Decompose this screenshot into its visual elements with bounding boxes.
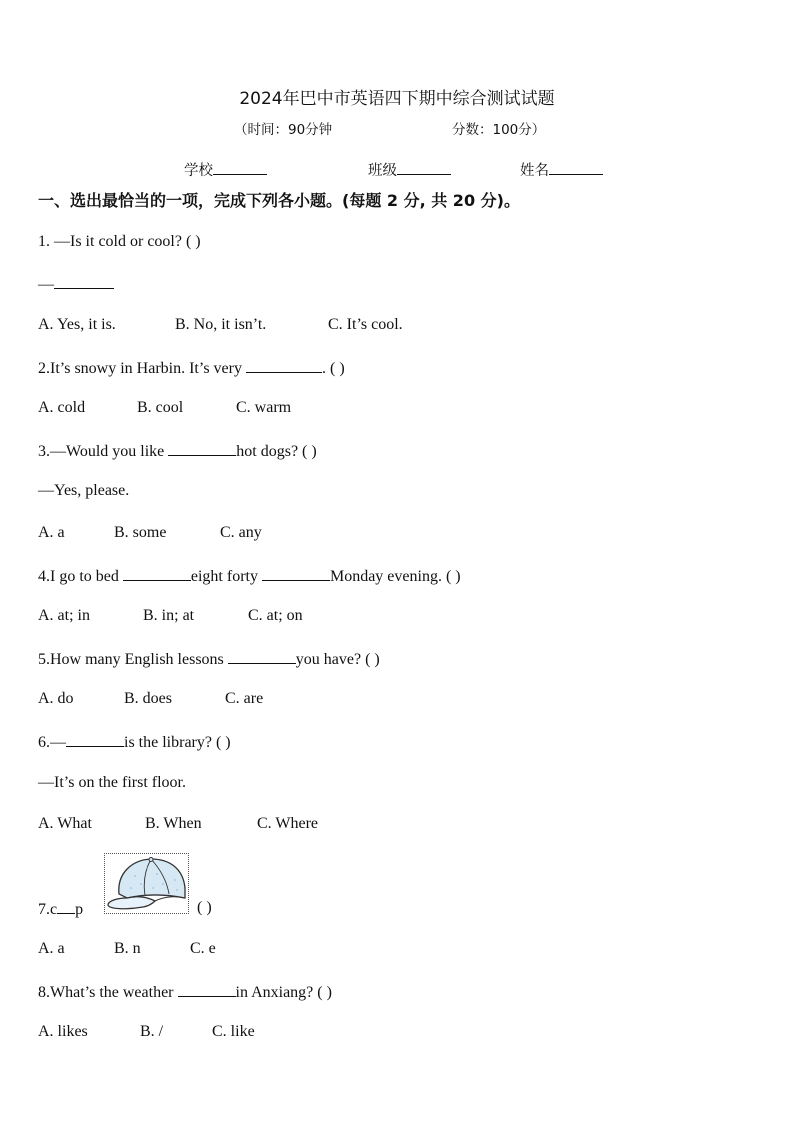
q4-stem-pre: 4.I go to bed <box>38 568 123 585</box>
q4-stem-post: Monday evening. ( ) <box>329 568 461 585</box>
q2-option-a[interactable]: A. cold <box>38 399 86 416</box>
q5-stem <box>38 649 380 669</box>
q7-option-c[interactable]: C. e <box>190 940 216 957</box>
q2-stem-pre: 2.It’s snowy in Harbin. It’s very <box>38 360 246 377</box>
q3-stem-pre: 3.—Would you like <box>38 443 169 460</box>
class-blank[interactable] <box>397 160 451 175</box>
q1-option-c[interactable]: C. It’s cool. <box>328 316 403 333</box>
q7-answer-paren: ( ) <box>197 899 212 916</box>
q7-picture <box>104 853 189 914</box>
name-label: 姓名 <box>520 163 549 179</box>
q7-option-a[interactable]: A. a <box>38 940 65 957</box>
name-field <box>520 159 603 180</box>
exam-score: 分数：100分） <box>452 122 546 138</box>
q3-options <box>38 524 262 542</box>
q4-option-b[interactable]: B. in; at <box>143 607 195 624</box>
q4-option-a[interactable]: A. at; in <box>38 607 90 624</box>
q8-option-b[interactable]: B. / <box>140 1023 164 1040</box>
q6-stem-pre: 6.— <box>38 734 66 751</box>
q8-stem <box>38 982 332 1002</box>
name-blank[interactable] <box>549 160 603 175</box>
q2-stem <box>38 358 345 378</box>
q4-stem-mid: eight forty <box>190 568 262 585</box>
q6-stem <box>38 732 231 752</box>
q6-option-c[interactable]: C. Where <box>257 815 319 832</box>
q1-answer-blank[interactable] <box>54 274 114 289</box>
q1-option-b[interactable]: B. No, it isn’t. <box>175 316 267 333</box>
q8-stem-post: in Anxiang? ( ) <box>235 984 332 1001</box>
baseball-cap-icon <box>105 854 188 913</box>
q8-option-c[interactable]: C. like <box>212 1023 255 1040</box>
q6-answer-blank[interactable] <box>66 732 124 747</box>
q3-option-c[interactable]: C. any <box>220 524 262 541</box>
q7-option-b[interactable]: B. n <box>114 940 141 957</box>
class-field <box>368 159 451 180</box>
q3-reply: —Yes, please. <box>38 482 130 499</box>
q5-option-b[interactable]: B. does <box>124 690 172 707</box>
q3-option-a[interactable]: A. a <box>38 524 65 541</box>
q2-options <box>38 399 291 417</box>
exam-time: （时间：90分钟 <box>234 122 333 138</box>
q1-stem: 1. —Is it cold or cool? ( ) <box>38 233 201 250</box>
q1-options <box>38 316 403 334</box>
q7-answer-blank[interactable] <box>57 899 75 914</box>
q5-stem-post: you have? ( ) <box>295 651 380 668</box>
q1-reply <box>38 274 114 294</box>
q2-option-b[interactable]: B. cool <box>137 399 184 416</box>
section-heading: 一、选出最恰当的一项，完成下列各小题。(每题 2 分, 共 20 分)。 <box>38 191 520 210</box>
q4-option-c[interactable]: C. at; on <box>248 607 303 624</box>
q7-options <box>38 940 216 958</box>
q4-options <box>38 607 303 625</box>
q8-stem-pre: 8.What’s the weather <box>38 984 178 1001</box>
q6-option-b[interactable]: B. When <box>145 815 202 832</box>
q5-stem-pre: 5.How many English lessons <box>38 651 228 668</box>
q6-reply: —It’s on the first floor. <box>38 774 186 791</box>
q8-answer-blank[interactable] <box>178 982 236 997</box>
q6-option-a[interactable]: A. What <box>38 815 92 832</box>
q5-option-a[interactable]: A. do <box>38 690 74 707</box>
q3-option-b[interactable]: B. some <box>114 524 167 541</box>
q2-answer-blank[interactable] <box>246 358 322 373</box>
exam-title: 2024年巴中市英语四下期中综合测试试题 <box>239 89 555 109</box>
q4-stem <box>38 566 461 586</box>
q2-stem-post: . ( ) <box>321 360 345 377</box>
q3-stem-post: hot dogs? ( ) <box>236 443 317 460</box>
q7-stem-post: p <box>75 901 84 918</box>
q3-answer-blank[interactable] <box>168 441 236 456</box>
class-label: 班级 <box>368 163 397 179</box>
q4-answer-blank-2[interactable] <box>262 566 330 581</box>
q3-stem <box>38 441 317 461</box>
q6-stem-post: is the library? ( ) <box>124 734 231 751</box>
q7-stem-pre: 7.c <box>38 901 58 918</box>
q5-answer-blank[interactable] <box>228 649 296 664</box>
q6-options <box>38 815 318 833</box>
q7-stem <box>38 899 83 919</box>
q8-option-a[interactable]: A. likes <box>38 1023 88 1040</box>
school-blank[interactable] <box>213 160 267 175</box>
q5-option-c[interactable]: C. are <box>225 690 264 707</box>
school-label: 学校 <box>184 163 213 179</box>
q5-options <box>38 690 263 708</box>
q4-answer-blank-1[interactable] <box>123 566 191 581</box>
q8-options <box>38 1023 255 1041</box>
q1-option-a[interactable]: A. Yes, it is. <box>38 316 116 333</box>
q1-reply-dash: — <box>38 276 54 293</box>
school-field <box>184 159 267 180</box>
q2-option-c[interactable]: C. warm <box>236 399 292 416</box>
